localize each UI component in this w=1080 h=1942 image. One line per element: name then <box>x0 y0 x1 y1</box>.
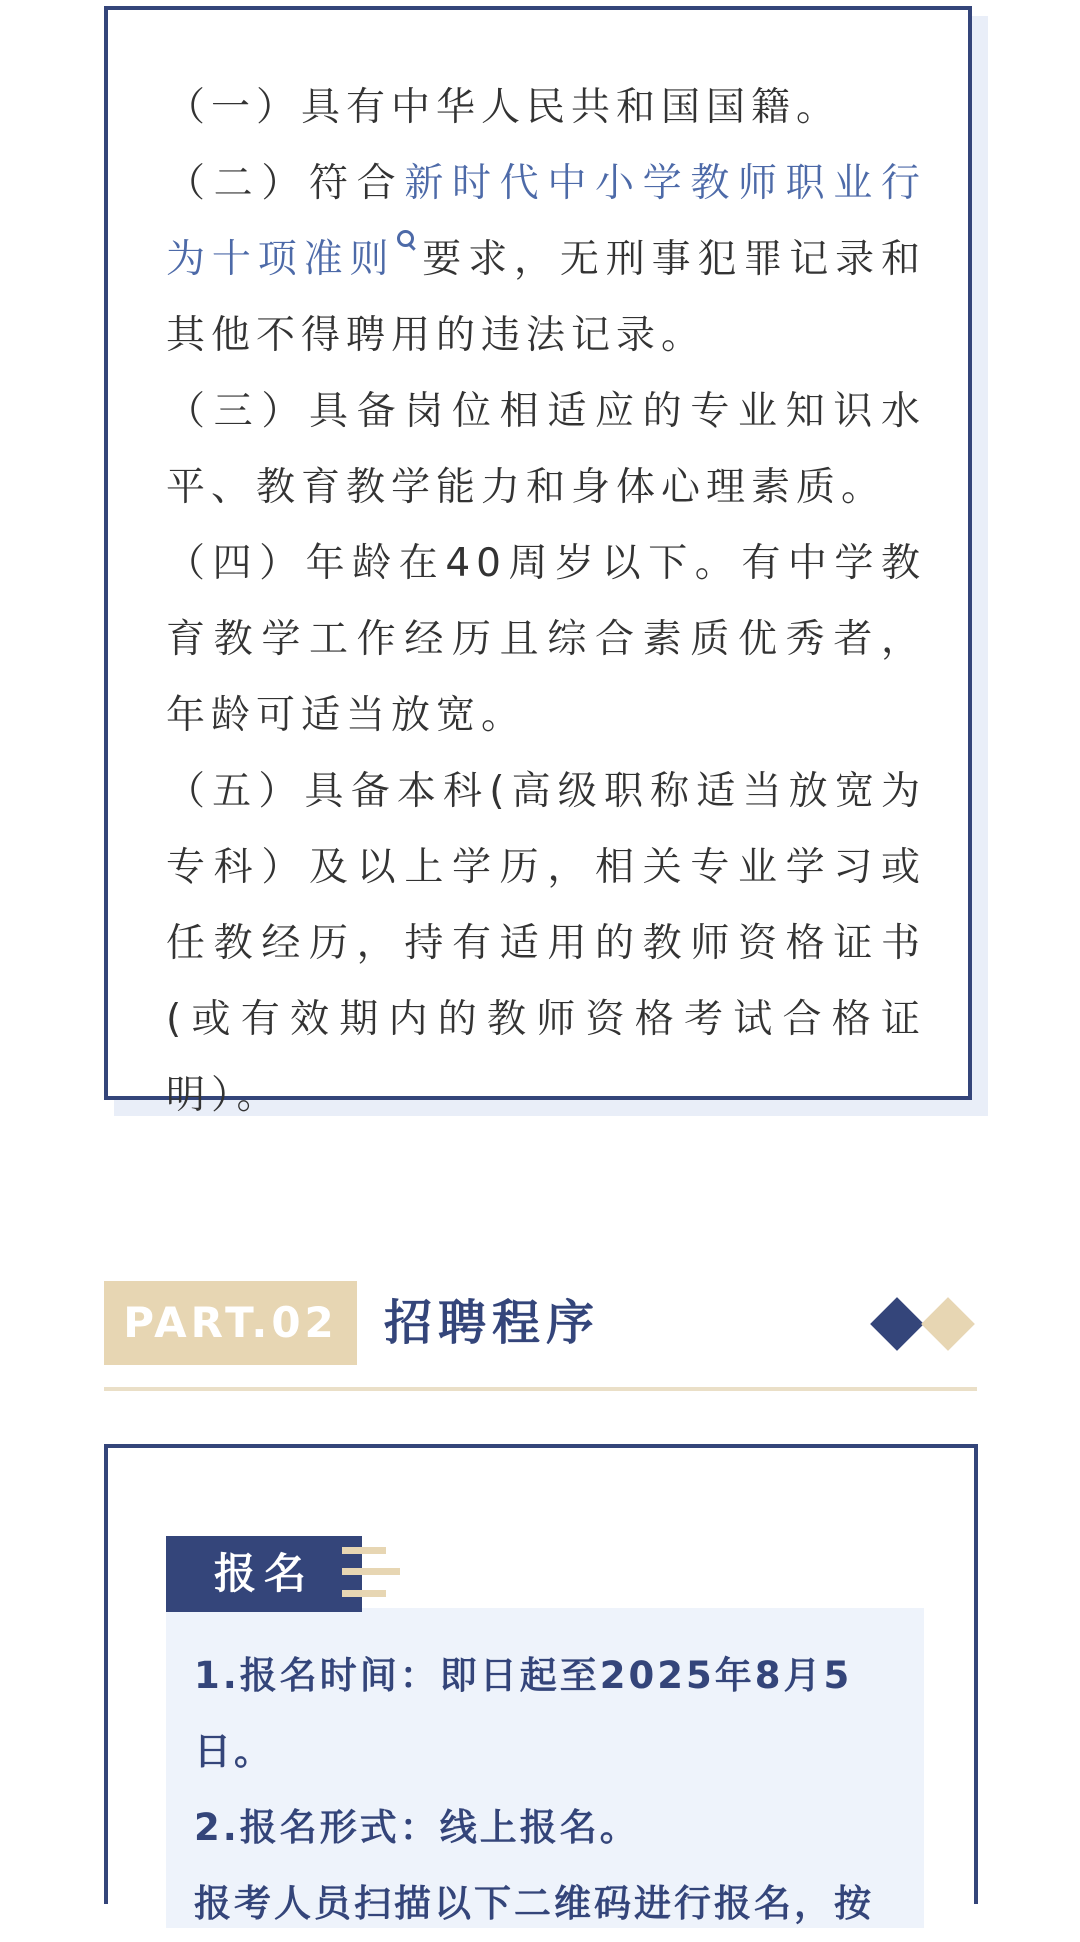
label-stripe-icon <box>342 1590 386 1597</box>
requirement-item-3: （三）具备岗位相适应的专业知识水平、教育教学能力和身体心理素质。 <box>166 389 926 510</box>
procedure-line-1: 1.报名时间：即日起至2025年8月5日。 <box>194 1654 853 1773</box>
label-stripe-icon <box>342 1568 400 1575</box>
procedure-line-2: 2.报名形式：线上报名。 <box>194 1806 640 1849</box>
requirement-item-1: （一）具有中华人民共和国国籍。 <box>166 85 842 130</box>
requirement-item-4: （四）年龄在40周岁以下。有中学教育教学工作经历且综合素质优秀者，年龄可适当放宽。 <box>166 541 926 738</box>
procedure-text <box>194 1638 914 1942</box>
section-title: 招聘程序 <box>384 1295 601 1351</box>
label-stripe-icon <box>342 1547 386 1554</box>
code-of-conduct-link[interactable]: 新时代中小学教师职业行为十项准则 <box>166 161 926 282</box>
requirements-box <box>104 6 972 1118</box>
diamond-gold-icon <box>921 1297 975 1351</box>
diamond-navy-icon <box>870 1297 924 1351</box>
requirements-list <box>166 70 926 1134</box>
search-icon[interactable] <box>395 228 417 252</box>
requirement-item-2 <box>166 146 926 374</box>
registration-label: 报名 <box>166 1536 362 1612</box>
section-divider <box>104 1387 977 1391</box>
section-part-tag: PART.02 <box>104 1281 357 1365</box>
requirement-item-2-suffix: 要求，无刑事犯罪记录和其他不得聘用的违法记录。 <box>166 237 926 358</box>
procedure-box <box>104 1444 978 1925</box>
requirement-item-2-prefix: （二）符合 <box>166 161 405 206</box>
requirement-item-5: （五）具备本科(高级职称适当放宽为专科）及以上学历，相关专业学习或任教经历，持有适用的教师资格证书(或有效期内的教师资格考试合格证明）。 <box>166 769 926 1118</box>
procedure-line-3: 报考人员扫描以下二维码进行报名，按 <box>194 1882 874 1925</box>
